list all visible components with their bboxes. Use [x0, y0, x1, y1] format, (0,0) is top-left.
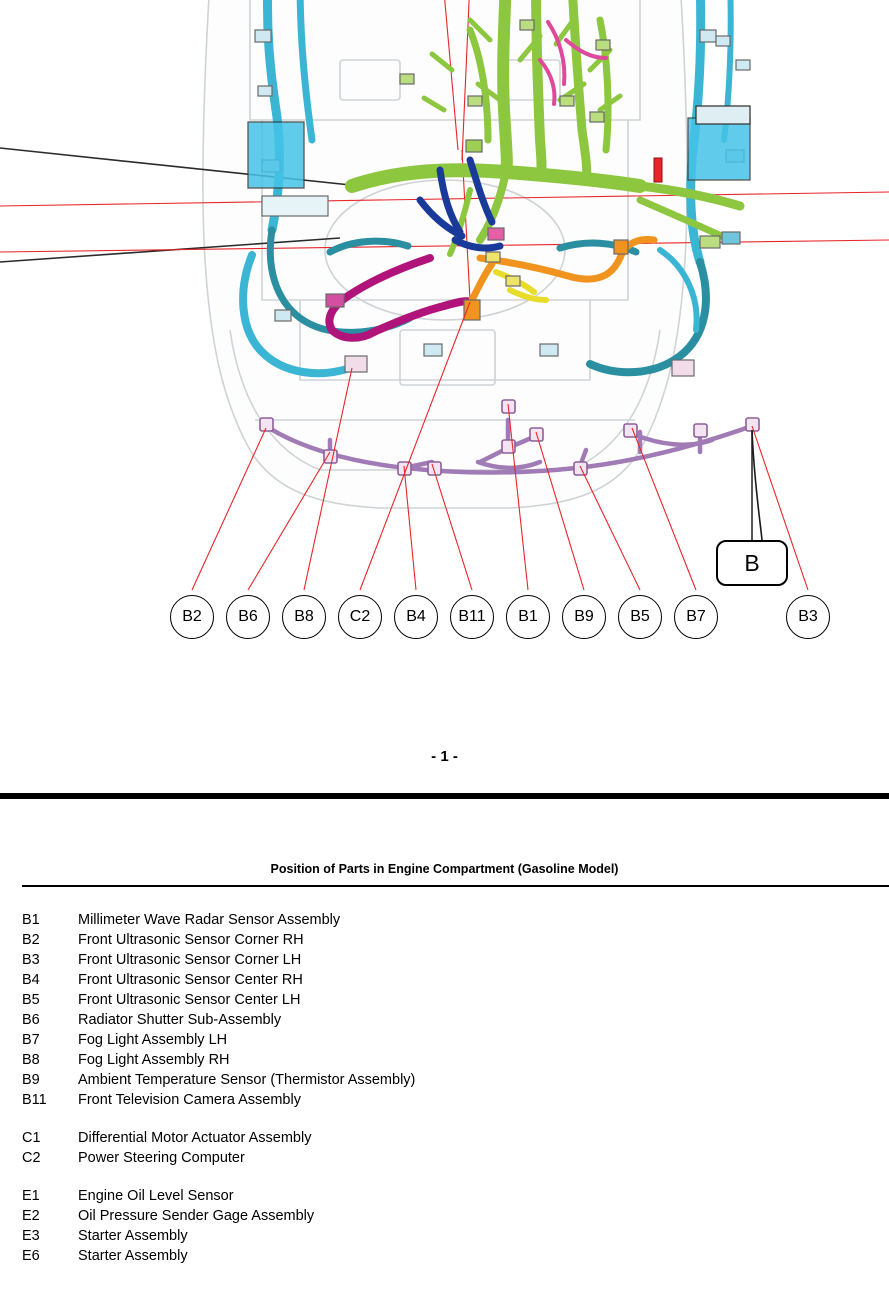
part-code: B8 — [22, 1052, 40, 1068]
part-description: Starter Assembly — [78, 1228, 188, 1244]
parts-list-section — [0, 800, 889, 1300]
callout-b7[interactable]: B7 — [674, 595, 718, 639]
list-item — [22, 972, 822, 992]
part-code: C2 — [22, 1150, 41, 1166]
callout-b4[interactable]: B4 — [394, 595, 438, 639]
part-code: B3 — [22, 952, 40, 968]
part-description: Radiator Shutter Sub-Assembly — [78, 1012, 282, 1028]
section-divider — [0, 793, 889, 799]
part-code: E2 — [22, 1208, 40, 1224]
part-code: B7 — [22, 1032, 40, 1048]
part-description: Millimeter Wave Radar Sensor Assembly — [78, 912, 341, 928]
part-description: Fog Light Assembly RH — [78, 1052, 230, 1068]
list-item — [22, 1092, 822, 1112]
part-description: Front Ultrasonic Sensor Corner RH — [78, 932, 304, 948]
callout-b8[interactable]: B8 — [282, 595, 326, 639]
part-code: E6 — [22, 1248, 40, 1264]
part-description: Front Ultrasonic Sensor Center LH — [78, 992, 301, 1008]
callout-b5[interactable]: B5 — [618, 595, 662, 639]
part-description: Starter Assembly — [78, 1248, 188, 1264]
callout-b9[interactable]: B9 — [562, 595, 606, 639]
list-item — [22, 1012, 822, 1032]
list-item — [22, 1150, 822, 1170]
part-code: E1 — [22, 1188, 40, 1204]
list-item — [22, 1248, 822, 1268]
callout-b11[interactable]: B11 — [450, 595, 494, 639]
list-item — [22, 912, 822, 932]
list-item — [22, 1208, 822, 1228]
callout-b3[interactable]: B3 — [786, 595, 830, 639]
part-code: B11 — [22, 1092, 47, 1108]
callout-b1[interactable]: B1 — [506, 595, 550, 639]
list-item — [22, 1052, 822, 1072]
part-description: Ambient Temperature Sensor (Thermistor Assembly) — [78, 1072, 416, 1088]
heading-rule — [22, 885, 889, 887]
part-code: B1 — [22, 912, 40, 928]
part-description: Differential Motor Actuator Assembly — [78, 1130, 312, 1146]
list-item — [22, 1032, 822, 1052]
part-description: Engine Oil Level Sensor — [78, 1188, 234, 1204]
part-code: E3 — [22, 1228, 40, 1244]
list-item — [22, 1072, 822, 1092]
part-description: Oil Pressure Sender Gage Assembly — [78, 1208, 315, 1224]
callout-c2[interactable]: C2 — [338, 595, 382, 639]
callout-b6[interactable]: B6 — [226, 595, 270, 639]
part-description: Fog Light Assembly LH — [78, 1032, 228, 1048]
part-code: C1 — [22, 1130, 41, 1146]
callout-b2[interactable]: B2 — [170, 595, 214, 639]
list-item — [22, 932, 822, 952]
part-description: Front Ultrasonic Sensor Corner LH — [78, 952, 302, 968]
parts-list-heading: Position of Parts in Engine Compartment (Gasoline Model) — [270, 862, 619, 876]
group-spacer — [22, 1170, 822, 1188]
list-item — [22, 992, 822, 1012]
group-spacer — [22, 1112, 822, 1130]
part-description: Front Television Camera Assembly — [78, 1092, 301, 1108]
part-code: B4 — [22, 972, 40, 988]
list-item — [22, 1188, 822, 1208]
part-description: Power Steering Computer — [78, 1150, 245, 1166]
section-tag-b: B — [716, 540, 788, 586]
list-item — [22, 952, 822, 972]
part-code: B6 — [22, 1012, 40, 1028]
parts-list — [22, 912, 822, 1268]
part-description: Front Ultrasonic Sensor Center RH — [78, 972, 303, 988]
part-code: B2 — [22, 932, 40, 948]
page-number: - 1 - — [431, 748, 458, 765]
part-code: B9 — [22, 1072, 40, 1088]
list-item — [22, 1228, 822, 1248]
list-item — [22, 1130, 822, 1150]
part-code: B5 — [22, 992, 40, 1008]
